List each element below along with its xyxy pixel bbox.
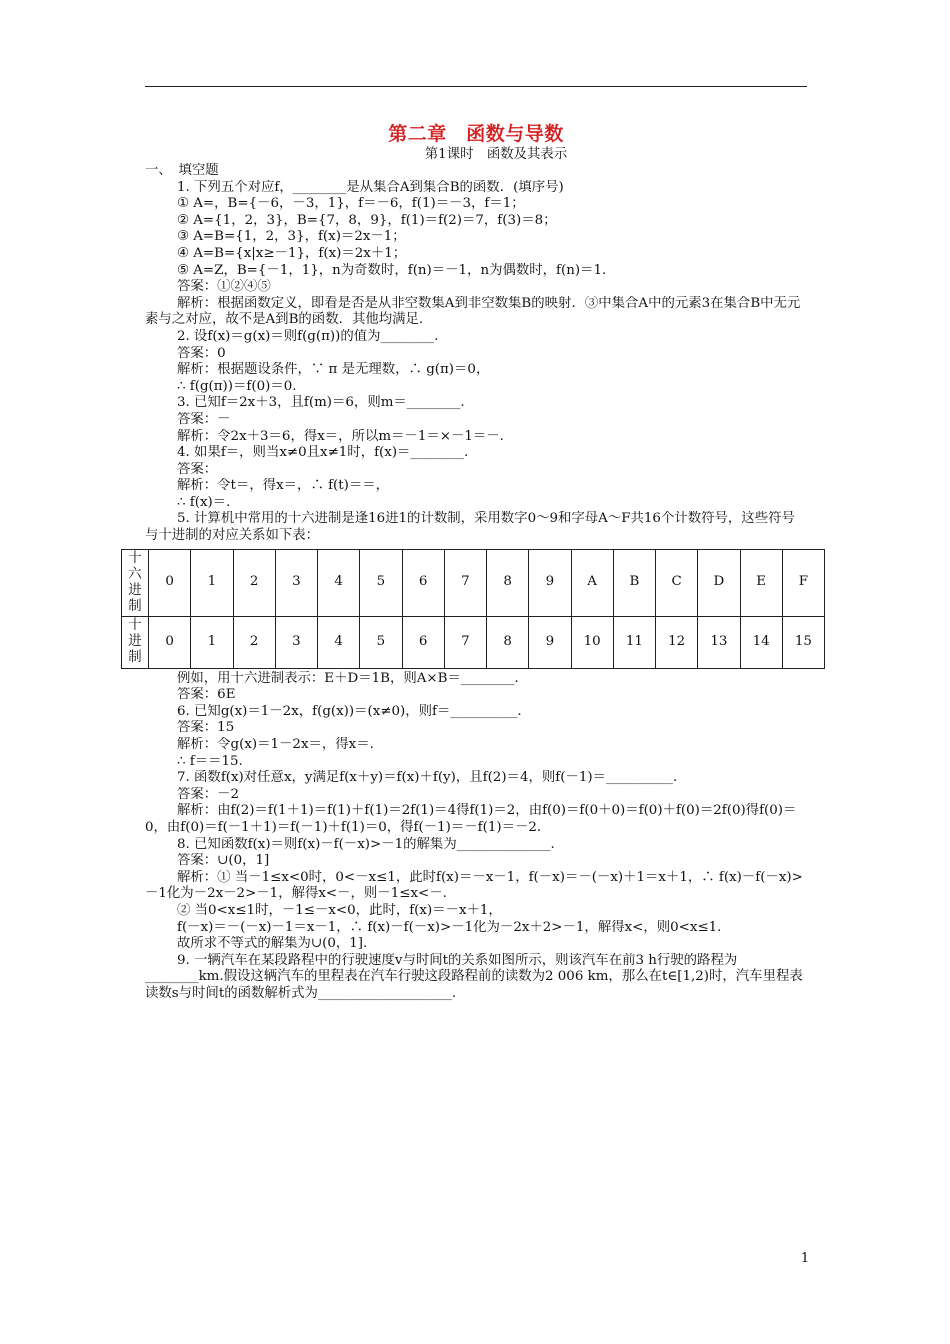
table-cell: 9 (529, 549, 571, 616)
table-cell: C (656, 549, 698, 616)
text-line: ⑤ A=Z，B={－1，1}，n为奇数时，f(n)＝－1，n为偶数时，f(n)＝1. (177, 262, 607, 278)
text-line: 9. 一辆汽车在某段路程中的行驶速度v与时间t的关系如图所示，则该汽车在前3 h行驶的路程为________km.假设这辆汽车的里程表在汽车行驶这段路程前的读数为2 006 km，那么在t∈[1,2)时，汽车里程表读数s与时间t的函数解析式为____________________. (145, 952, 803, 1001)
text-line: 答案：15 (177, 720, 235, 736)
text-line: 6. 已知g(x)＝1－2x，f(g(x))＝(x≠0)，则f＝__________. (177, 703, 522, 719)
hex-row (122, 549, 825, 616)
text-line: ∴ f(g(π))＝f(0)＝0. (177, 378, 297, 394)
page-number: 1 (800, 1251, 810, 1266)
table-cell: 1 (191, 549, 233, 616)
table-row-header (122, 549, 149, 616)
text-line: 答案：①②④⑤ (177, 279, 271, 295)
chapter-title: 第二章 函数与导数 (388, 123, 564, 145)
table-cell: 1 (191, 616, 233, 668)
text-line: 答案：－2 (177, 786, 240, 802)
table-cell: E (740, 549, 782, 616)
text-line: 解析：根据函数定义，即看是否是从非空数集A到非空数集B的映射．③中集合A中的元素3在集合B中无元素与之对应，故不是A到B的函数．其他均满足. (145, 295, 801, 328)
text-line: 解析：令2x＋3＝6，得x＝，所以m＝－1＝×－1＝－. (177, 428, 504, 444)
row-header-char: 进 (128, 634, 142, 650)
header-rule (145, 86, 807, 87)
text-line: 解析：令t＝，得x＝，∴ f(t)＝＝， (177, 478, 390, 494)
table-row-header (122, 616, 149, 668)
table-cell: 9 (529, 616, 571, 668)
hex-decimal-table (121, 549, 825, 669)
text-line: 5. 计算机中常用的十六进制是逢16进1的计数制，采用数字0～9和字母A～F共16个计数符号，这些符号与十进制的对应关系如下表： (145, 511, 795, 544)
text-line: 4. 如果f＝，则当x≠0且x≠1时，f(x)＝________. (177, 445, 469, 461)
table-cell: D (698, 549, 740, 616)
table-cell: 11 (613, 616, 655, 668)
table-cell: 2 (233, 616, 275, 668)
text-line: 答案：－ (177, 411, 231, 427)
text-line: 1. 下列五个对应f，________是从集合A到集合B的函数．(填序号) (177, 179, 564, 195)
table-cell: 0 (149, 616, 191, 668)
table-cell: 5 (360, 549, 402, 616)
table-cell: 3 (275, 549, 317, 616)
row-header-char: 制 (128, 650, 142, 666)
table-cell: F (782, 549, 824, 616)
text-line: ① A=，B={－6，－3，1}，f＝－6，f(1)＝－3，f＝1； (177, 196, 525, 212)
text-block-a (145, 163, 807, 545)
text-line: 解析：① 当－1≤x<0时，0<－x≤1，此时f(x)＝－x－1，f(－x)＝－(－x)＋1＝x＋1，∴ f(x)－f(－x)>－1化为－2x－2>－1，解得x<－，则－1≤x<－. (145, 869, 803, 902)
table-cell: 13 (698, 616, 740, 668)
text-line: 一、 填空题 (145, 163, 219, 178)
table-cell: 12 (656, 616, 698, 668)
row-header-char: 十 (128, 550, 142, 566)
table-cell: 5 (360, 616, 402, 668)
text-line: ③ A=B={1，2，3}，f(x)＝2x－1； (177, 229, 406, 245)
row-header-char: 进 (128, 582, 142, 598)
row-header-char: 六 (128, 566, 142, 582)
table-cell: 10 (571, 616, 613, 668)
text-line: 7. 函数f(x)对任意x，y满足f(x＋y)＝f(x)＋f(y)，且f(2)＝4，则f(－1)＝__________. (177, 770, 678, 786)
text-line: 解析：根据题设条件，∵ π 是无理数，∴ g(π)＝0， (177, 362, 490, 378)
text-line: 3. 已知f＝2x＋3，且f(m)＝6，则m＝________. (177, 395, 465, 411)
table-cell: 8 (487, 549, 529, 616)
table-cell: 8 (487, 616, 529, 668)
table-cell: 14 (740, 616, 782, 668)
text-line: 解析：由f(2)＝f(1＋1)＝f(1)＋f(1)＝2f(1)＝4得f(1)＝2，由f(0)＝f(0＋0)＝f(0)＋f(0)＝2f(0)得f(0)＝0，由f(0)＝f(－1＋1)＝f(－1)＋f(1)＝0，得f(－1)＝－f(1)＝－2. (145, 803, 797, 835)
text-line: 答案：6E (177, 687, 236, 703)
text-line: 答案： (177, 461, 218, 477)
text-line: ∴ f＝＝15. (177, 753, 243, 769)
table-cell: A (571, 549, 613, 616)
decimal-row (122, 616, 825, 668)
table-cell: 6 (402, 549, 444, 616)
row-header-char: 制 (128, 598, 142, 614)
table-cell: 2 (233, 549, 275, 616)
text-line: ② 当0<x≤1时，－1≤－x<0，此时，f(x)＝－x＋1， (177, 902, 502, 918)
table-cell: 15 (782, 616, 824, 668)
text-line: 2. 设f(x)＝g(x)＝则f(g(π))的值为________. (177, 328, 439, 344)
text-line: ② A={1，2，3}，B={7，8，9}，f(1)＝f(2)＝7，f(3)＝8； (177, 212, 557, 228)
text-block-b (145, 671, 807, 1003)
table-cell: B (613, 549, 655, 616)
table-cell: 4 (318, 616, 360, 668)
text-line: 答案：0 (177, 345, 226, 361)
lesson-subtitle: 第1课时 函数及其表示 (424, 147, 568, 162)
table-cell: 6 (402, 616, 444, 668)
text-line: f(－x)＝－(－x)－1＝x－1，∴ f(x)－f(－x)>－1化为－2x＋2>－1，解得x<，则0<x≤1. (177, 919, 722, 935)
table-cell: 0 (149, 549, 191, 616)
text-line: 答案：∪(0，1] (177, 853, 270, 869)
table-cell: 7 (444, 616, 486, 668)
text-line: 解析：令g(x)＝1－2x＝，得x＝. (177, 737, 374, 753)
text-line: ④ A=B={x|x≥－1}，f(x)＝2x＋1； (177, 245, 407, 261)
text-line: 例如，用十六进制表示：E＋D＝1B，则A×B＝________. (177, 670, 519, 686)
table-cell: 3 (275, 616, 317, 668)
text-line: 8. 已知函数f(x)＝则f(x)－f(－x)>－1的解集为______________. (177, 836, 555, 852)
document-body (128, 122, 812, 1003)
text-line: ∴ f(x)＝. (177, 494, 231, 510)
table-cell: 7 (444, 549, 486, 616)
row-header-char: 十 (128, 618, 142, 634)
text-line: 故所求不等式的解集为∪(0，1]. (177, 936, 368, 952)
table-cell: 4 (318, 549, 360, 616)
